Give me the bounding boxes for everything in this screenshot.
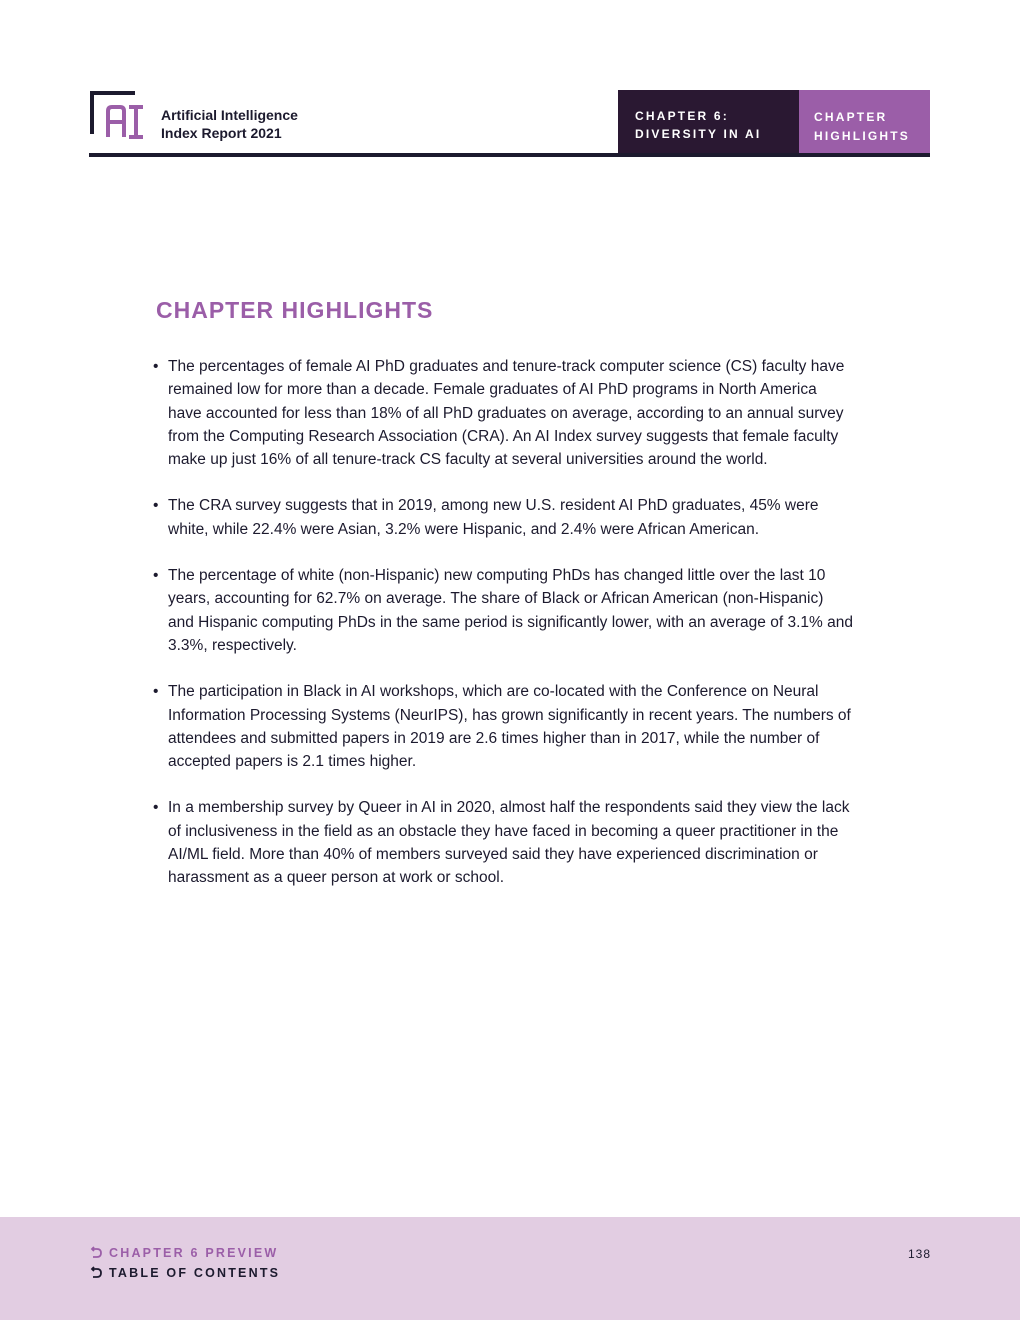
- page-number: 138: [908, 1247, 932, 1261]
- chapter-preview-label: CHAPTER 6 PREVIEW: [109, 1246, 279, 1260]
- list-item: [153, 796, 853, 889]
- list-item: [153, 355, 853, 471]
- highlights-tab-line1: CHAPTER: [814, 110, 888, 124]
- bullet-text: The percentages of female AI PhD graduates and tenure-track computer science (CS) faculty have remained low for more than a decade. Female graduates of AI PhD programs in North America have accounted for less than 18% of all PhD graduates on average, according to an annual survey from the Computing Research Association (CRA). An AI Index survey suggests that female faculty make up just 16% of all tenure-track CS faculty at several universities around the world.: [168, 358, 845, 469]
- list-item: [153, 680, 853, 773]
- list-item: [153, 494, 853, 541]
- table-of-contents-label: TABLE OF CONTENTS: [109, 1266, 281, 1280]
- return-arrow-icon: [89, 1266, 103, 1280]
- chapter-highlights-tab[interactable]: [799, 90, 930, 153]
- chapter-tab-number: CHAPTER 6:: [635, 109, 730, 123]
- report-title-line1: Artificial Intelligence: [161, 107, 298, 123]
- ai-index-logo: [89, 90, 149, 140]
- table-of-contents-link[interactable]: [89, 1266, 280, 1280]
- list-item: [153, 564, 853, 657]
- bullet-icon: •: [153, 799, 159, 817]
- bullet-icon: •: [153, 358, 159, 375]
- bullet-icon: •: [153, 497, 159, 515]
- bullet-icon: •: [153, 567, 159, 585]
- page-title: CHAPTER HIGHLIGHTS: [156, 297, 434, 323]
- logo-text: AI: [89, 90, 90, 91]
- report-title: [161, 106, 298, 142]
- return-arrow-icon: [89, 1246, 103, 1260]
- bullet-icon: •: [153, 683, 159, 701]
- report-title-line2: Index Report 2021: [161, 125, 282, 141]
- highlights-tab-line2: HIGHLIGHTS: [814, 129, 910, 143]
- bullet-text: In a membership survey by Queer in AI in 2020, almost half the respondents said they view the lack of inclusiveness in the field as an obstacle they have faced in becoming a queer practitioner in the AI/ML field. More than 40% of members surveyed said they have experienced discrimination or harassment as a queer person at work or school.: [168, 799, 850, 887]
- bullet-text: The percentage of white (non-Hispanic) new computing PhDs has changed little over the last 10 years, accounting for 62.7% on average. The share of Black or African American (non-Hispanic) and Hispanic computing PhDs in the same period is significantly lower, with an average of 3.1% and 3.3%, respectively.: [168, 567, 853, 654]
- chapter-preview-link[interactable]: [89, 1246, 278, 1260]
- bullet-text: The participation in Black in AI workshops, which are co-located with the Conference on Neural Information Processing Systems (NeurIPS), has grown significantly in recent years. The numbers of attendees and submitted papers in 2019 are 2.6 times higher than in 2017, while the number of accepted papers is 2.1 times higher.: [168, 683, 851, 771]
- highlights-list: [153, 355, 853, 913]
- header-divider: [89, 153, 930, 157]
- bullet-text: The CRA survey suggests that in 2019, among new U.S. resident AI PhD graduates, 45% were white, while 22.4% were Asian, 3.2% were Hispanic, and 2.4% were African American.: [168, 497, 819, 538]
- chapter-tab-name: DIVERSITY IN AI: [635, 127, 762, 141]
- chapter-tab[interactable]: [618, 90, 799, 153]
